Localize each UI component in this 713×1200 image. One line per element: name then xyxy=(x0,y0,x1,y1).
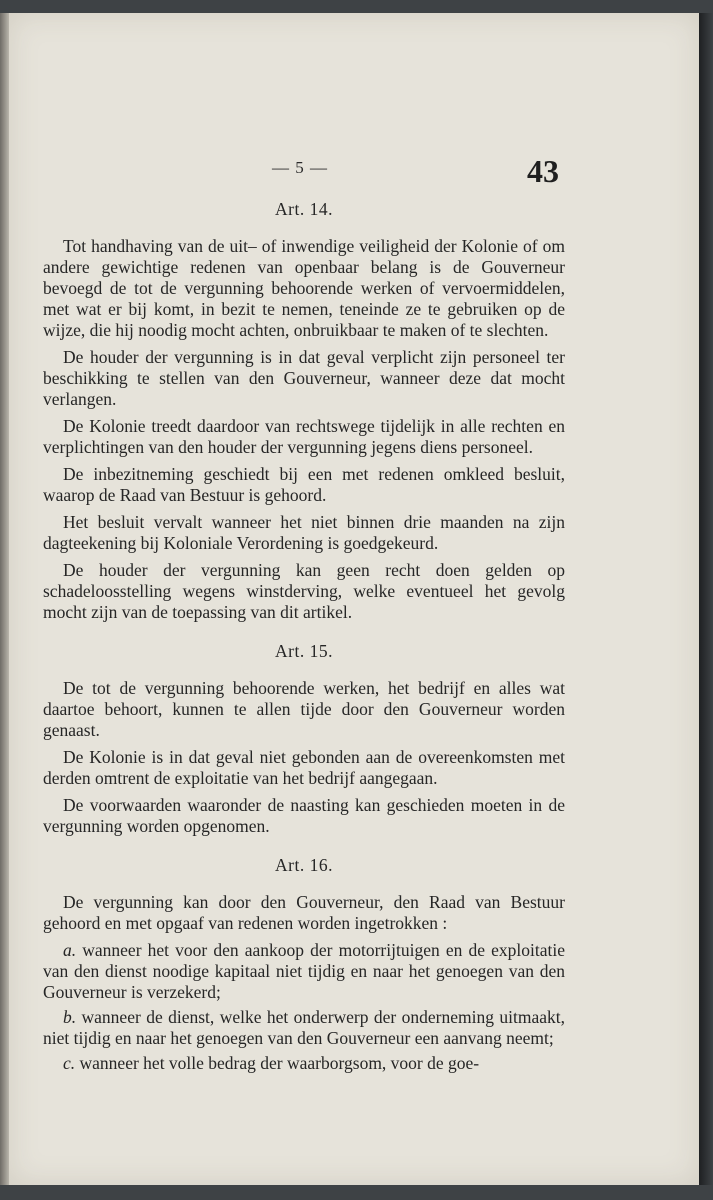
list-item xyxy=(43,1007,565,1049)
paragraph: De voorwaarden waaronder de naasting kan geschieden moeten in de vergunning worden opgenomen. xyxy=(43,795,565,836)
page-body xyxy=(43,199,565,1078)
paragraph: Het besluit vervalt wanneer het niet binnen drie maanden na zijn dagteekening bij Koloniale Verordening is goedgekeurd. xyxy=(43,512,565,553)
item-text: wanneer de dienst, welke het onderwerp der onderneming uitmaakt, niet tijdig en naar het genoegen van den Gouverneur een aanvang neemt; xyxy=(43,1007,565,1048)
item-letter: a. xyxy=(63,940,77,960)
paragraph: De vergunning kan door den Gouverneur, den Raad van Bestuur gehoord en met opgaaf van redenen worden ingetrokken : xyxy=(43,892,565,933)
item-letter: b. xyxy=(63,1007,77,1027)
article-heading: Art. 15. xyxy=(275,641,333,661)
paragraph: De Kolonie is in dat geval niet gebonden aan de overeenkomsten met derden omtrent de exploitatie van het bedrijf aangegaan. xyxy=(43,747,565,788)
page-right-edge xyxy=(699,13,713,1185)
article-heading: Art. 14. xyxy=(275,199,333,219)
item-text: wanneer het voor den aankoop der motorrijtuigen en de exploitatie van den dienst noodige kapitaal niet tijdig en naar het genoegen van den Gouverneur is verzekerd; xyxy=(43,940,565,1002)
folio: — 5 — xyxy=(272,158,328,177)
page-number: 43 xyxy=(527,153,559,189)
page-left-edge xyxy=(0,13,9,1185)
paragraph: De inbezitneming geschiedt bij een met redenen omkleed besluit, waarop de Raad van Bestuur is gehoord. xyxy=(43,464,565,505)
item-text: wanneer het volle bedrag der waarborgsom, voor de goe- xyxy=(79,1053,480,1073)
article-heading: Art. 16. xyxy=(275,855,333,875)
paragraph: Tot handhaving van de uit– of inwendige veiligheid der Kolonie of om andere gewichtige redenen van openbaar belang is de Gouverneur bevoegd de tot de vergunning behoorende werken of vervoermiddelen, met wat er bij komt, in bezit te nemen, teneinde ze te gebruiken op de wijze, die hij noodig mocht achten, onbruikbaar te maken of te slechten. xyxy=(43,236,565,340)
paragraph: De houder der vergunning kan geen recht doen gelden op schadeloosstelling wegens winstderving, welke eventueel het gevolg mocht zijn van de toepassing van dit artikel. xyxy=(43,560,565,622)
paragraph: De houder der vergunning is in dat geval verplicht zijn personeel ter beschikking te stellen van den Gouverneur, wanneer deze dat mocht verlangen. xyxy=(43,347,565,409)
paragraph: De Kolonie treedt daardoor van rechtswege tijdelijk in alle rechten en verplichtingen van den houder der vergunning jegens diens personeel. xyxy=(43,416,565,457)
document-page xyxy=(9,13,699,1185)
item-letter: c. xyxy=(63,1053,76,1073)
paragraph: De tot de vergunning behoorende werken, het bedrijf en alles wat daartoe behoort, kunnen te allen tijde door den Gouverneur worden genaast. xyxy=(43,678,565,740)
list-item xyxy=(43,940,565,1003)
list-item xyxy=(43,1053,565,1074)
